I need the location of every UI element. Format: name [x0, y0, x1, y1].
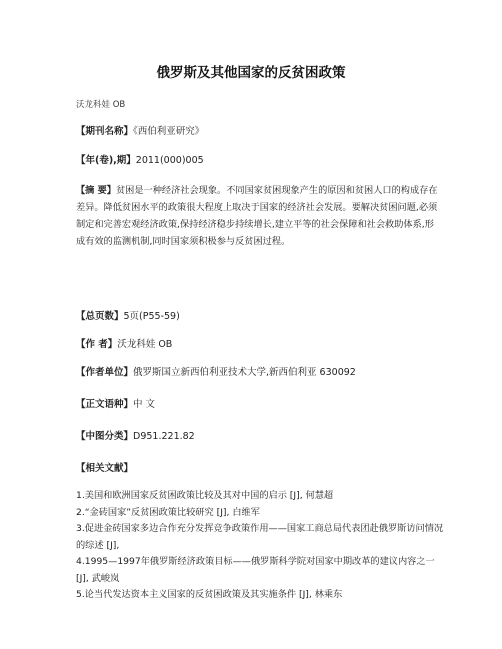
authors-line: 沃龙科娃 OB	[76, 100, 126, 110]
list-item: 5.论当代发达资本主义国家的反贫困政策及其实施条件 [J], 林乘东	[76, 589, 343, 600]
journal-label: 【期刊名称】	[76, 126, 134, 137]
language-field	[76, 398, 155, 411]
abstract-field	[76, 182, 442, 250]
pages-field	[76, 310, 180, 323]
journal-value: 《西伯利亚研究》	[133, 126, 205, 137]
classification-value: D951.221.82	[133, 431, 195, 442]
classification-field	[76, 430, 195, 443]
language-value: 中 文	[133, 399, 156, 410]
affiliation-label: 【作者单位】	[76, 367, 134, 378]
page-title: 俄罗斯及其他国家的反贫困政策	[156, 65, 346, 81]
related-heading	[76, 462, 133, 475]
list-item: 1.美国和欧洲国家反贫困政策比较及其对中国的启示 [J], 何慧超	[76, 490, 334, 501]
related-list	[76, 488, 446, 604]
language-label: 【正文语种】	[76, 399, 134, 410]
author-value: 沃龙科娃 OB	[117, 339, 173, 350]
list-item: 3.促进金砖国家多边合作充分发挥竞争政策作用——国家工商总局代表团赴俄罗斯访问情况的综述 [J],	[76, 523, 444, 551]
author-label: 【作 者】	[76, 339, 118, 350]
year-issue-value: 2011(000)005	[135, 155, 204, 166]
author-field	[76, 338, 172, 351]
year-issue-field	[76, 154, 204, 167]
related-label: 【相关文献】	[76, 463, 134, 474]
affiliation-value: 俄罗斯国立新西伯利亚技术大学,新西伯利亚 630092	[133, 367, 356, 378]
affiliation-field	[76, 366, 356, 379]
abstract-label: 【摘 要】	[76, 185, 116, 196]
abstract-text: 贫困是一种经济社会现象。不同国家贫困现象产生的原因和贫困人口的构成存在差异。降低贫困水平的政策很大程度上取决于国家的经济社会发展。要解决贫困问题,必须制定和完善宏观经济政策,保持经济稳步持续增长,建立平等的社会保障和社会救助体系,形成有效的监测机制,同时国家须积极参与反贫困过程。	[76, 185, 438, 247]
list-item: 2.“金砖国家”反贫困政策比较研究 [J], 白维军	[76, 506, 260, 518]
list-item: 4.1995—1997年俄罗斯经济政策目标——俄罗斯科学院对国家中期改革的建议内容之一 [J], 武峻岚	[76, 556, 435, 584]
pages-label: 【总页数】	[76, 311, 124, 322]
classification-label: 【中图分类】	[76, 431, 134, 442]
pages-value: 5页(P55-59)	[123, 311, 180, 322]
journal-field	[76, 125, 204, 138]
year-issue-label: 【年(卷),期】	[76, 155, 136, 166]
